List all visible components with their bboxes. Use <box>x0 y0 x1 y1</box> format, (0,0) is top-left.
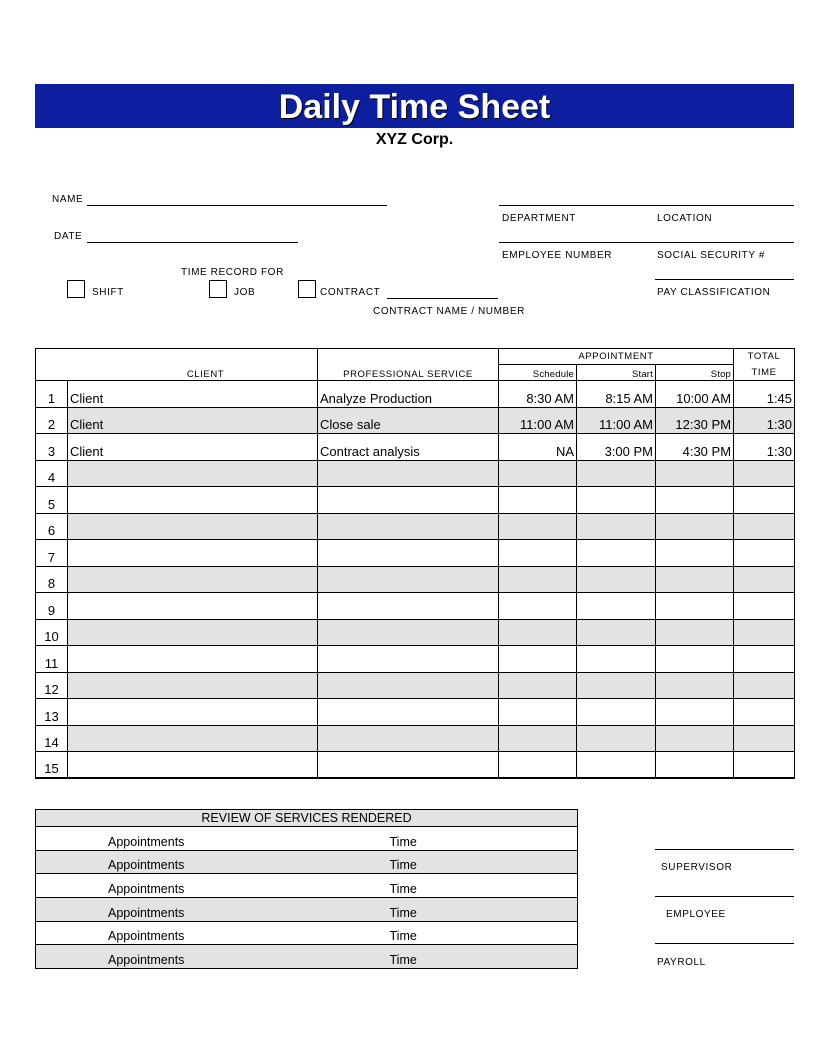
start-cell[interactable] <box>577 752 656 779</box>
table-row <box>36 381 795 408</box>
start-cell[interactable] <box>577 487 656 514</box>
service-cell[interactable] <box>318 752 499 779</box>
shift-checkbox[interactable] <box>67 280 85 298</box>
name-label: NAME <box>52 194 84 205</box>
service-cell[interactable] <box>318 593 499 620</box>
start-cell[interactable]: 8:15 AM <box>577 381 656 408</box>
stop-cell[interactable] <box>656 513 734 540</box>
stop-cell[interactable] <box>656 487 734 514</box>
client-cell[interactable] <box>68 752 318 779</box>
date-field[interactable] <box>87 242 298 243</box>
time-cell[interactable]: Time <box>307 850 578 874</box>
service-cell[interactable] <box>318 513 499 540</box>
client-cell[interactable] <box>68 699 318 726</box>
client-cell[interactable] <box>68 672 318 699</box>
client-header: CLIENT <box>36 349 318 381</box>
client-cell[interactable] <box>68 460 318 487</box>
total-cell[interactable] <box>734 566 795 593</box>
stop-cell[interactable]: 4:30 PM <box>656 434 734 461</box>
time-header: TIME <box>734 365 795 381</box>
time-record-for-label: TIME RECORD FOR <box>181 267 284 278</box>
schedule-cell[interactable]: 11:00 AM <box>499 407 577 434</box>
contract-checkbox[interactable] <box>298 280 316 298</box>
start-cell[interactable] <box>577 699 656 726</box>
review-row <box>36 827 578 851</box>
appointments-cell[interactable]: Appointments <box>36 898 307 922</box>
total-cell[interactable] <box>734 540 795 567</box>
total-cell[interactable] <box>734 513 795 540</box>
stop-cell[interactable] <box>656 725 734 752</box>
total-cell[interactable]: 1:30 <box>734 407 795 434</box>
name-field[interactable] <box>87 205 387 206</box>
review-row <box>36 945 578 969</box>
service-cell[interactable]: Close sale <box>318 407 499 434</box>
row-number: 1 <box>36 381 68 408</box>
total-cell[interactable] <box>734 646 795 673</box>
review-table <box>35 809 578 969</box>
service-cell[interactable] <box>318 540 499 567</box>
total-cell[interactable] <box>734 752 795 779</box>
start-cell[interactable] <box>577 540 656 567</box>
appointment-header: APPOINTMENT <box>499 349 734 365</box>
page-title: Daily Time Sheet <box>35 84 794 128</box>
client-cell[interactable]: Client <box>68 407 318 434</box>
service-cell[interactable] <box>318 699 499 726</box>
total-header: TOTAL <box>734 349 795 365</box>
service-cell[interactable] <box>318 460 499 487</box>
start-cell[interactable] <box>577 725 656 752</box>
client-cell[interactable] <box>68 619 318 646</box>
job-checkbox[interactable] <box>209 280 227 298</box>
time-cell[interactable]: Time <box>307 898 578 922</box>
row-number: 11 <box>36 646 68 673</box>
table-row <box>36 487 795 514</box>
appointments-cell[interactable]: Appointments <box>36 921 307 945</box>
service-cell[interactable] <box>318 646 499 673</box>
stop-header: Stop <box>656 365 734 381</box>
client-cell[interactable] <box>68 646 318 673</box>
review-row <box>36 921 578 945</box>
client-cell[interactable] <box>68 566 318 593</box>
schedule-cell[interactable] <box>499 566 577 593</box>
total-cell[interactable] <box>734 725 795 752</box>
start-cell[interactable] <box>577 619 656 646</box>
review-row <box>36 898 578 922</box>
pay-classification-label: PAY CLASSIFICATION <box>657 287 771 298</box>
service-cell[interactable] <box>318 487 499 514</box>
job-label: JOB <box>234 287 256 298</box>
service-cell[interactable]: Contract analysis <box>318 434 499 461</box>
table-row <box>36 407 795 434</box>
start-cell[interactable]: 3:00 PM <box>577 434 656 461</box>
table-row <box>36 672 795 699</box>
shift-label: SHIFT <box>92 287 124 298</box>
stop-cell[interactable] <box>656 619 734 646</box>
contract-name-field[interactable] <box>387 298 498 299</box>
start-cell[interactable] <box>577 513 656 540</box>
client-cell[interactable]: Client <box>68 381 318 408</box>
schedule-cell[interactable] <box>499 699 577 726</box>
supervisor-label: SUPERVISOR <box>661 862 733 873</box>
start-cell[interactable] <box>577 566 656 593</box>
start-header: Start <box>577 365 656 381</box>
schedule-cell[interactable] <box>499 752 577 779</box>
total-cell[interactable] <box>734 593 795 620</box>
row-number: 5 <box>36 487 68 514</box>
stop-cell[interactable]: 10:00 AM <box>656 381 734 408</box>
schedule-header: Schedule <box>499 365 577 381</box>
review-row <box>36 850 578 874</box>
stop-cell[interactable] <box>656 540 734 567</box>
client-cell[interactable]: Client <box>68 434 318 461</box>
row-number: 10 <box>36 619 68 646</box>
service-cell[interactable] <box>318 619 499 646</box>
table-row <box>36 460 795 487</box>
total-cell[interactable] <box>734 672 795 699</box>
table-row <box>36 619 795 646</box>
employee-label: EMPLOYEE <box>666 909 726 920</box>
stop-cell[interactable] <box>656 752 734 779</box>
table-row <box>36 646 795 673</box>
schedule-cell[interactable] <box>499 725 577 752</box>
department-label: DEPARTMENT <box>502 213 576 224</box>
row-number: 13 <box>36 699 68 726</box>
time-cell[interactable]: Time <box>307 945 578 969</box>
schedule-cell[interactable] <box>499 672 577 699</box>
pay-classification-field[interactable] <box>655 279 794 280</box>
appointments-cell[interactable]: Appointments <box>36 874 307 898</box>
stop-cell[interactable] <box>656 646 734 673</box>
row-number: 12 <box>36 672 68 699</box>
start-cell[interactable] <box>577 672 656 699</box>
stop-cell[interactable] <box>656 699 734 726</box>
schedule-cell[interactable] <box>499 540 577 567</box>
table-row <box>36 725 795 752</box>
total-cell[interactable] <box>734 460 795 487</box>
service-cell[interactable] <box>318 725 499 752</box>
client-cell[interactable] <box>68 593 318 620</box>
row-number: 8 <box>36 566 68 593</box>
service-cell[interactable] <box>318 566 499 593</box>
total-cell[interactable] <box>734 699 795 726</box>
stop-cell[interactable] <box>656 566 734 593</box>
start-cell[interactable] <box>577 646 656 673</box>
table-row <box>36 434 795 461</box>
professional-service-header: PROFESSIONAL SERVICE <box>318 349 499 381</box>
table-row <box>36 699 795 726</box>
client-cell[interactable] <box>68 513 318 540</box>
contract-name-label: CONTRACT NAME / NUMBER <box>373 306 525 317</box>
appointments-cell[interactable]: Appointments <box>36 827 307 851</box>
row-number: 6 <box>36 513 68 540</box>
schedule-cell[interactable] <box>499 513 577 540</box>
row-number: 2 <box>36 407 68 434</box>
total-cell[interactable] <box>734 487 795 514</box>
stop-cell[interactable] <box>656 672 734 699</box>
schedule-cell[interactable] <box>499 619 577 646</box>
total-cell[interactable]: 1:30 <box>734 434 795 461</box>
row-number: 4 <box>36 460 68 487</box>
table-row <box>36 513 795 540</box>
employee-number-label: EMPLOYEE NUMBER <box>502 250 613 261</box>
department-location-field[interactable] <box>499 205 794 206</box>
supervisor-signature-line[interactable] <box>655 849 794 850</box>
social-security-label: SOCIAL SECURITY # <box>657 250 766 261</box>
row-number: 15 <box>36 752 68 779</box>
appointments-cell[interactable]: Appointments <box>36 945 307 969</box>
time-cell[interactable]: Time <box>307 874 578 898</box>
payroll-label: PAYROLL <box>657 957 706 968</box>
table-row <box>36 540 795 567</box>
row-number: 9 <box>36 593 68 620</box>
payroll-signature-line[interactable] <box>655 943 794 944</box>
schedule-cell[interactable] <box>499 487 577 514</box>
table-row <box>36 593 795 620</box>
row-number: 14 <box>36 725 68 752</box>
schedule-cell[interactable] <box>499 646 577 673</box>
employee-signature-line[interactable] <box>655 896 794 897</box>
client-cell[interactable] <box>68 540 318 567</box>
schedule-cell[interactable] <box>499 593 577 620</box>
client-cell[interactable] <box>68 725 318 752</box>
date-label: DATE <box>54 231 83 242</box>
time-cell[interactable]: Time <box>307 827 578 851</box>
time-cell[interactable]: Time <box>307 921 578 945</box>
service-cell[interactable] <box>318 672 499 699</box>
employee-number-field[interactable] <box>499 242 794 243</box>
service-cell[interactable]: Analyze Production <box>318 381 499 408</box>
location-label: LOCATION <box>657 213 713 224</box>
company-name: XYZ Corp. <box>375 131 454 148</box>
appointments-cell[interactable]: Appointments <box>36 850 307 874</box>
stop-cell[interactable]: 12:30 PM <box>656 407 734 434</box>
start-cell[interactable]: 11:00 AM <box>577 407 656 434</box>
time-table <box>35 348 795 779</box>
schedule-cell[interactable]: NA <box>499 434 577 461</box>
contract-label: CONTRACT <box>320 287 381 298</box>
client-cell[interactable] <box>68 487 318 514</box>
start-cell[interactable] <box>577 593 656 620</box>
stop-cell[interactable] <box>656 460 734 487</box>
total-cell[interactable] <box>734 619 795 646</box>
review-row <box>36 874 578 898</box>
stop-cell[interactable] <box>656 593 734 620</box>
schedule-cell[interactable]: 8:30 AM <box>499 381 577 408</box>
table-row <box>36 752 795 779</box>
table-row <box>36 566 795 593</box>
schedule-cell[interactable] <box>499 460 577 487</box>
review-title: REVIEW OF SERVICES RENDERED <box>36 810 578 827</box>
total-cell[interactable]: 1:45 <box>734 381 795 408</box>
start-cell[interactable] <box>577 460 656 487</box>
row-number: 3 <box>36 434 68 461</box>
row-number: 7 <box>36 540 68 567</box>
